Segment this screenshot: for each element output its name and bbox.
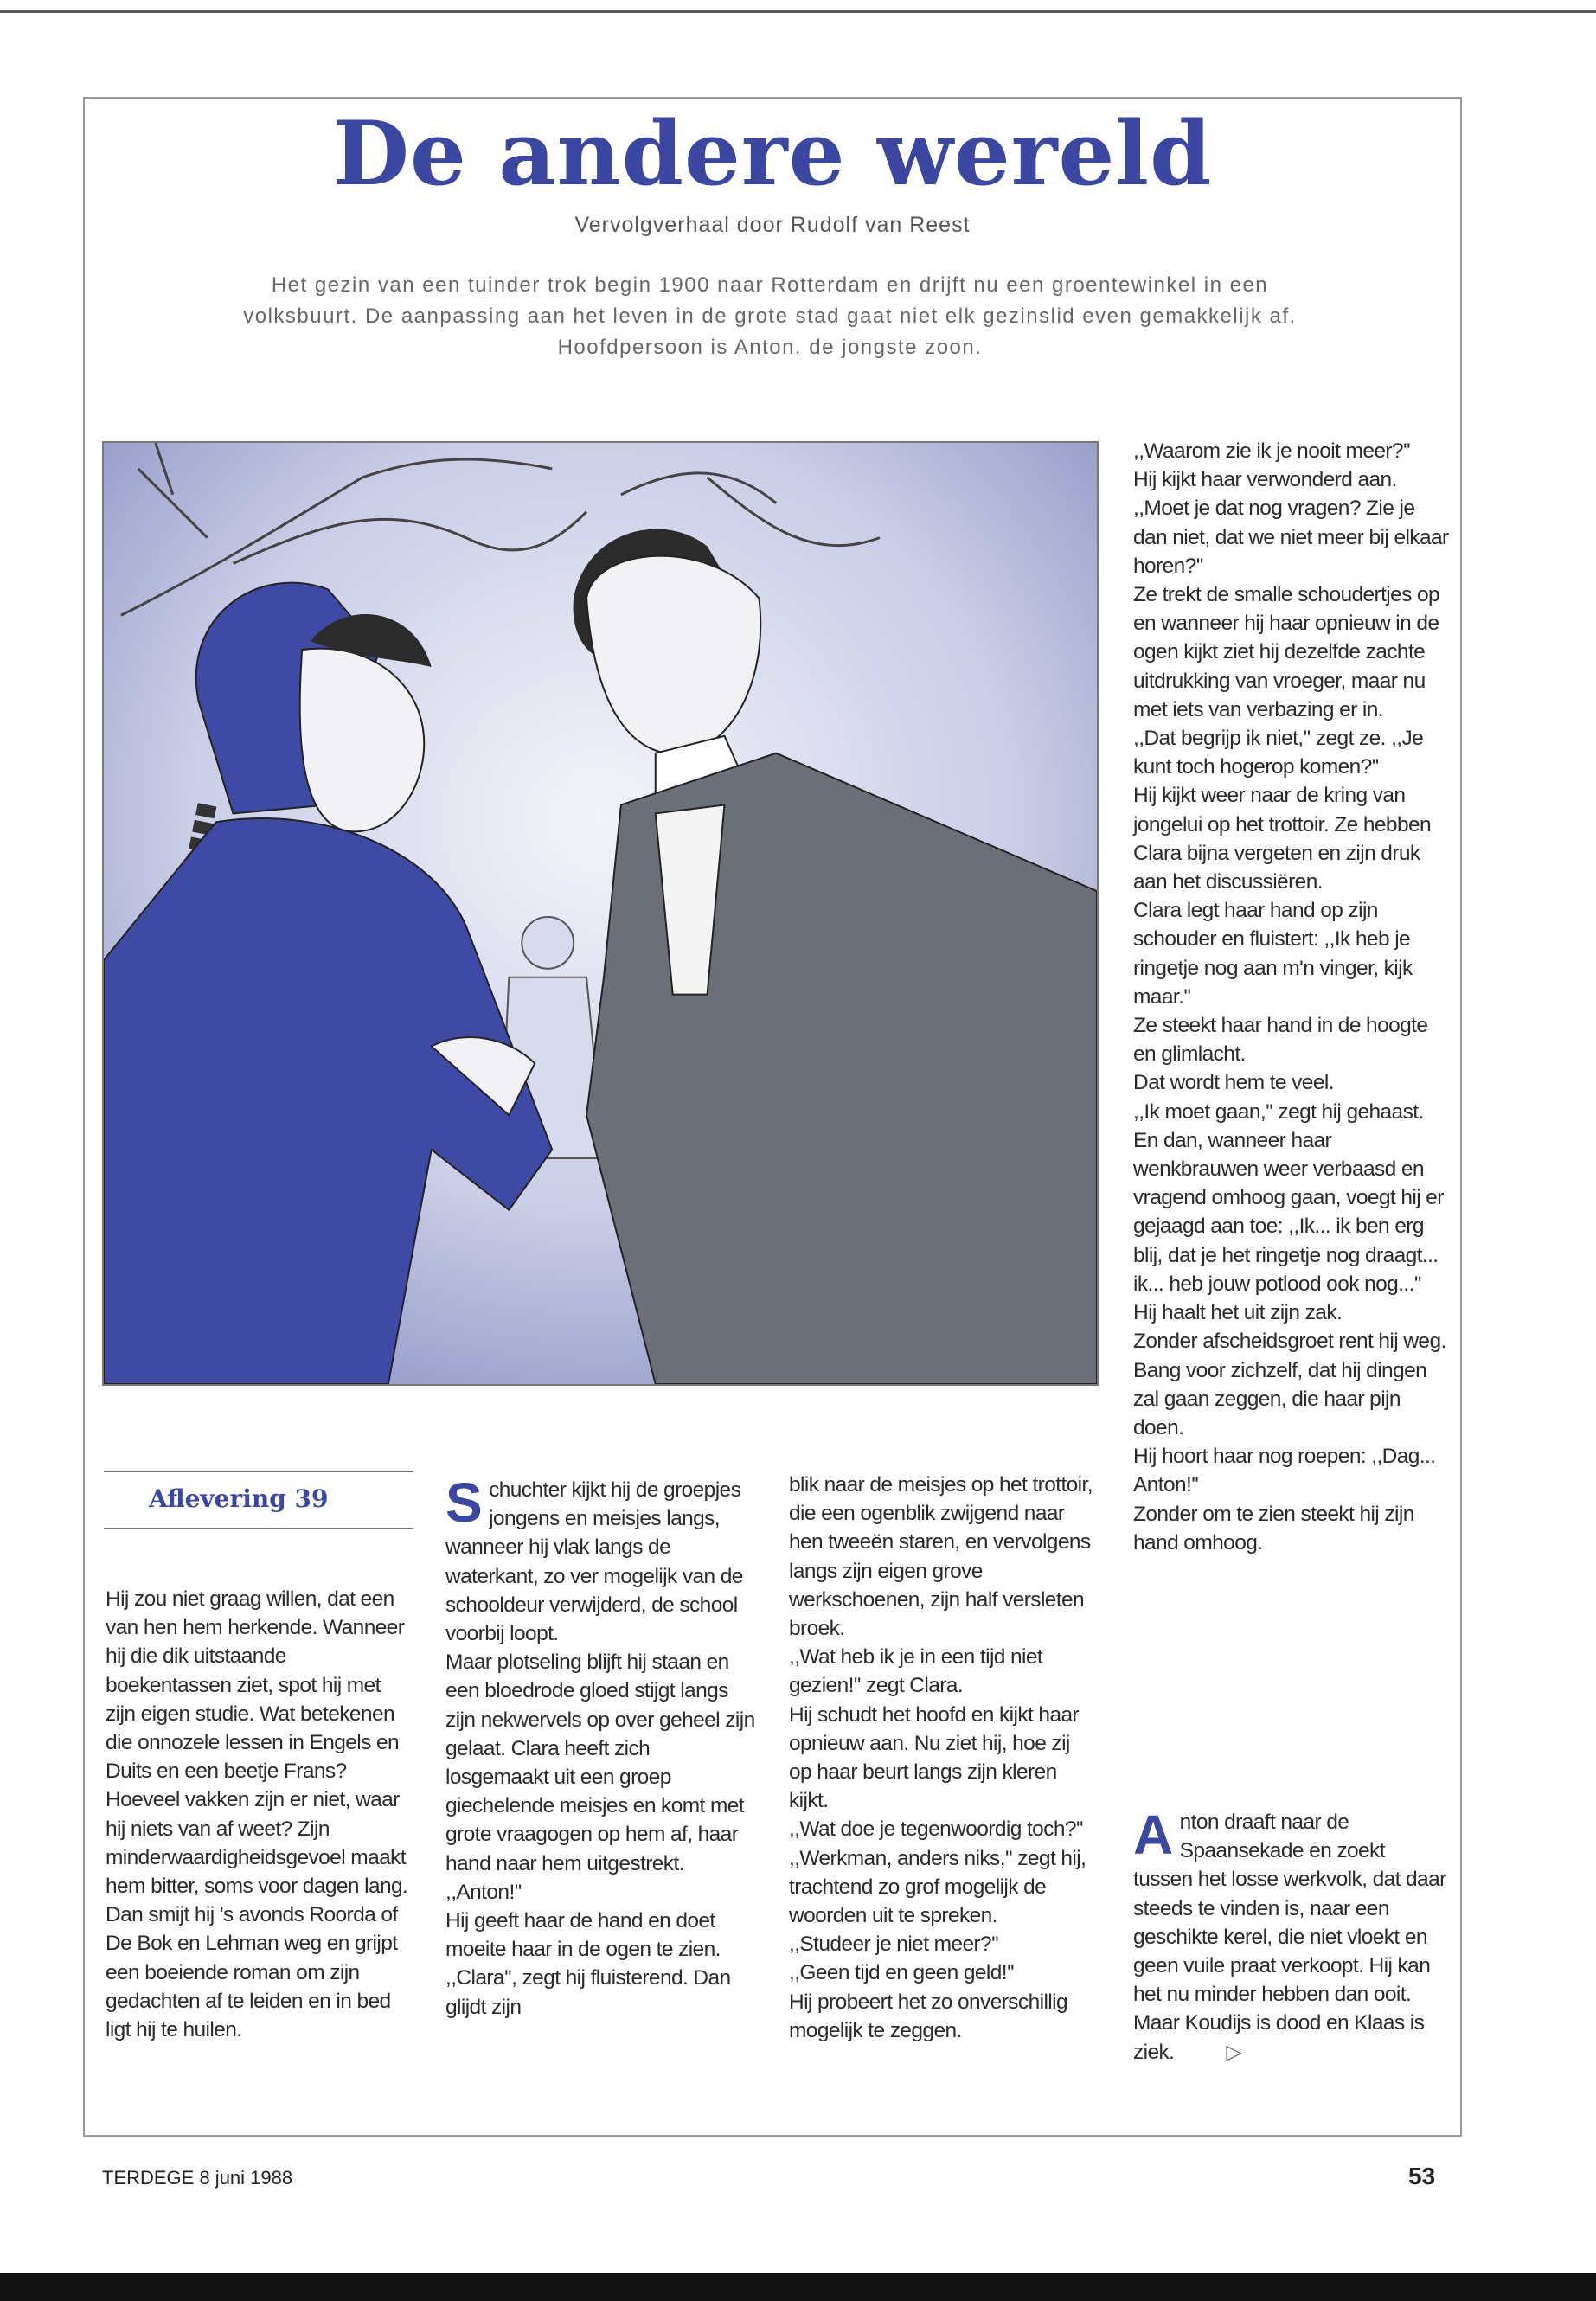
article-byline: Vervolgverhaal door Rudolf van Reest — [574, 213, 971, 237]
paragraph-text: nton draaft naar de Spaansekade en zoekt tussen het losse werkvolk, dat daar steeds te vinden is, naar een geschikte kerel, die niet vloekt en geen vuile praat verkoopt. Hij kan het nu minder hebben dan ooit. — [1133, 1811, 1446, 2007]
continue-arrow-icon: ▷ — [1226, 2040, 1242, 2064]
paragraph: ,,Werkman, anders niks,'' zegt hij, trachtend zo grof mogelijk de woorden uit te spreken. — [789, 1846, 1086, 1928]
paragraph: Ze steekt haar hand in de hoogte en glimlacht. — [1133, 1014, 1428, 1067]
paragraph: ,,Waarom zie ik je nooit meer?'' — [1133, 439, 1411, 463]
paragraph: ,,Wat heb ik je in een tijd niet gezien!'' zegt Clara. — [789, 1645, 1043, 1698]
paragraph: Clara legt haar hand op zijn schouder en fluistert: ,,Ik heb je ringetje nog aan m'n vinger, kijk maar.'' — [1133, 899, 1413, 1009]
drop-cap: A — [1133, 1804, 1173, 1866]
paragraph: Hij hoort haar nog roepen: ,,Dag... Anton!'' — [1133, 1445, 1436, 1497]
page-number: 53 — [1408, 2163, 1436, 2189]
paragraph: Maar plotseling blijft hij staan en een bloedrode gloed stijgt langs zijn nekwervels op over geheel zijn gelaat. Clara heeft zich losgemaakt uit een groep giechelende meisjes en komt met grote vraagogen op hem af, haar hand naar hem uitgestrekt. — [445, 1650, 755, 1875]
paragraph: Hij probeert het zo onverschillig mogelijk te zeggen. — [789, 1990, 1068, 2042]
paragraph: Hij schudt het hoofd en kijkt haar opnieuw aan. Nu ziet hij, hoe zij op haar beurt langs zijn kleren kijkt. — [789, 1702, 1080, 1813]
paragraph: Hij kijkt weer naar de kring van jongelui op het trottoir. Ze hebben Clara bijna vergeten en zijn druk aan het discussiëren. — [1133, 784, 1432, 894]
bottom-bar — [0, 2273, 1596, 2301]
paragraph: ,,Wat doe je tegenwoordig toch?'' — [789, 1817, 1084, 1842]
paragraph: Hij geeft haar de hand en doet moeite haar in de ogen te zien. ,,Clara'', zegt hij fluisterend. Dan glijdt zijn — [445, 1909, 731, 2019]
text-column-3 — [789, 1471, 1097, 2045]
text-column-4 — [1133, 437, 1449, 1557]
paragraph: Hij kijkt haar verwonderd aan. ,,Moet je dat nog vragen? Zie je dan niet, dat we niet meer bij elkaar horen?'' — [1133, 468, 1449, 578]
paragraph: Ze trekt de smalle schoudertjes op en wanneer hij haar opnieuw in de ogen kijkt ziet hij dezelfde zachte uitdrukking van vroeger, maar nu met iets van verbazing er in. — [1133, 583, 1440, 721]
paragraph: ,,Ik moet gaan,'' zegt hij gehaast. En dan, wanneer haar wenkbrauwen weer verbaasd en vragend omhoog gaan, voegt hij er gejaagd aan toe: ,,Ik... ik ben erg blij, dat je het ringetje nog draagt... ik... heb jouw potlood ook nog...'' — [1133, 1099, 1444, 1296]
text-column-1 — [106, 1585, 415, 2044]
publication-footer: TERDEGE 8 juni 1988 — [102, 2167, 293, 2189]
paragraph-text: Maar Koudijs is dood en Klaas is ziek. — [1133, 2011, 1425, 2064]
paragraph-text: chuchter kijkt hij de groepjes jongens en meisjes langs, wanneer hij vlak langs de waterkant, zo ver mogelijk van de schooldeur verwijderd, de school voorbij loopt. — [445, 1478, 743, 1646]
paragraph: Zonder om te zien steekt hij zijn hand omhoog. — [1133, 1502, 1414, 1554]
article-title: De andere wereld — [332, 102, 1213, 206]
paragraph: ,,Studeer je niet meer?'' — [789, 1932, 999, 1957]
paragraph: Hij zou niet graag willen, dat een van hen hem herkende. Wanneer hij die dik uitstaande boekentassen ziet, spot hij met zijn eigen studie. Wat betekenen die onnozele lessen in Engels en Duits en een beetje Frans? Hoeveel vakken zijn er niet, waar hij niets van af weet? Zijn minderwaardigheidsgevoel maakt hem bitter, soms voor dagen lang. Dan smijt hij 's avonds Roorda of De Bok en Lehman weg en grijpt een boeiende roman om zijn gedachten af te leiden en in bed ligt hij te huilen. — [106, 1587, 408, 2042]
episode-box — [104, 1471, 413, 1529]
text-column-4-section-2 — [1133, 1804, 1449, 2067]
paragraph: Dat wordt hem te veel. — [1133, 1071, 1334, 1095]
article-intro: Het gezin van een tuinder trok begin 1900 naar Rotterdam en drijft nu een groentewinkel in een volksbuurt. De aanpassing aan het leven in de grote stad gaat niet elk gezinslid even gemakkelijk af. Hoofdpersoon is Anton, de jongste zoon. — [243, 273, 1297, 359]
paragraph: ,,Anton!'' — [445, 1880, 522, 1904]
text-column-2 — [445, 1471, 757, 2022]
paragraph: ,,Dat begrijp ik niet,'' zegt ze. ,,Je kunt toch hogerop komen?'' — [1133, 727, 1424, 779]
paragraph — [1133, 1804, 1449, 2009]
story-illustration — [102, 441, 1099, 1386]
paragraph: blik naar de meisjes op het trottoir, die een ogenblik zwijgend naar hen tweeën staren, en vervolgens langs zijn eigen grove werkschoenen, zijn half versleten broek. — [789, 1473, 1093, 1641]
paragraph — [1133, 2009, 1449, 2066]
paragraph — [445, 1471, 757, 1648]
drop-cap: S — [445, 1471, 483, 1534]
paragraph: ,,Geen tijd en geen geld!'' — [789, 1961, 1015, 1985]
top-rule — [0, 10, 1596, 13]
episode-label: Aflevering 39 — [149, 1484, 329, 1513]
paragraph: Hij haalt het uit zijn zak. — [1133, 1301, 1343, 1325]
paragraph: Zonder afscheidsgroet rent hij weg. Bang voor zichzelf, dat hij dingen zal gaan zeggen, die haar pijn doen. — [1133, 1330, 1446, 1439]
